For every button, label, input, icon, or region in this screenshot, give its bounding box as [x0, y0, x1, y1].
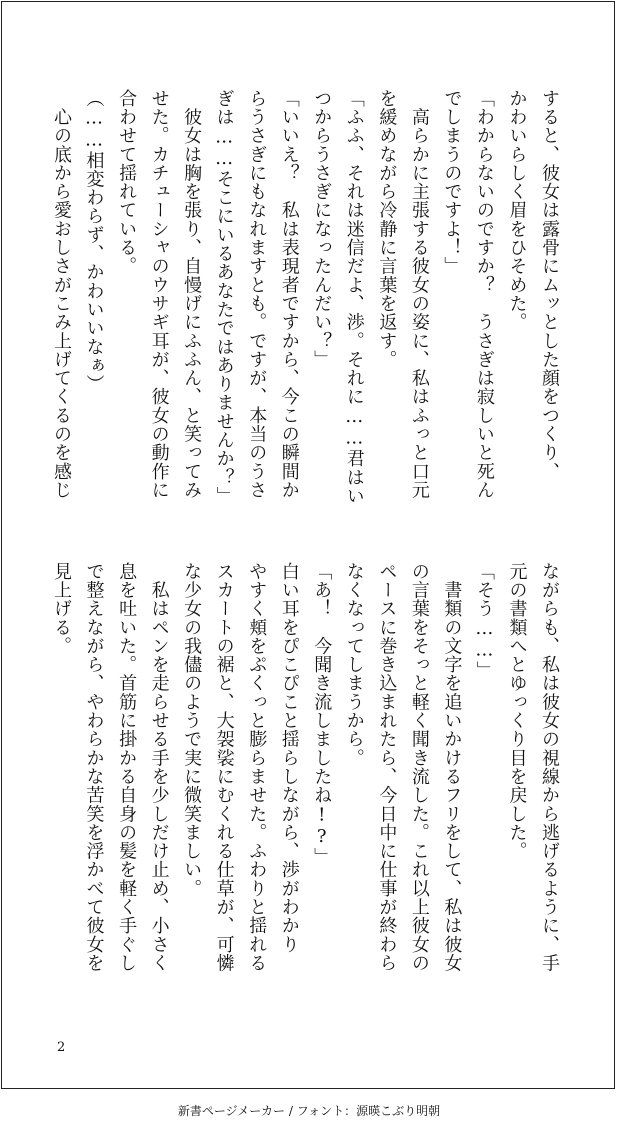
text-line: の言葉をそっと軽く聞き流した。これ以上彼女の: [408, 562, 430, 973]
text-line: 高らかに主張する彼女の姿に、私はふっと口元: [408, 89, 430, 500]
text-line: らうさぎにもなれますとも。ですが、本当のうさ: [246, 89, 268, 500]
manuscript-page: [1, 1, 615, 1089]
text-line: 見上げる。: [51, 562, 72, 656]
text-line: 息を吐いた。首筋に掛かる自身の髪を軽く手ぐし: [116, 562, 138, 973]
text-line: 「あ！ 今聞き流しましたね!?」: [311, 562, 333, 867]
text-line: 「ふふ、それは迷信だよ、渉。それに……君はい: [343, 89, 365, 506]
text-line: （……相変わらず、かわいいなぁ）: [83, 89, 105, 394]
text-line: ながらも、私は彼女の視線から逃げるように、手: [538, 562, 560, 973]
upper-text-block: [50, 89, 560, 531]
text-line: 元の書類へとゆっくり目を戻した。: [506, 562, 528, 861]
text-line: で整えながら、やわらかな苦笑を浮かべて彼女を: [83, 562, 105, 973]
text-line: スカートの裾と、大袈裟にむくれる仕草が、可憐: [213, 562, 235, 973]
text-line: でしまうのですよ！」: [441, 89, 463, 276]
text-line: 白い耳をぴこぴこと揺らしながら、渉がわかり: [278, 562, 300, 954]
text-line: ペースに巻き込まれたら、今日中に仕事が終わら: [376, 562, 398, 973]
text-line: 書類の文字を追いかけるフリをして、私は彼女: [441, 562, 463, 973]
text-line: 「そう……」: [473, 562, 495, 680]
text-line: 心の底から愛おしさがこみ上げてくるのを感じ: [51, 89, 72, 500]
text-line: すると、彼女は露骨にムッとした顔をつくり、: [538, 89, 560, 481]
text-line: かわいらしく眉をひそめた。: [506, 89, 528, 332]
text-line: 彼女は胸を張り、自慢げにふふん、と笑ってみ: [181, 89, 203, 500]
text-line: せた。カチューシャのウサギ耳が、彼女の動作に: [148, 89, 170, 500]
footer-credit: 新書ページメーカー / フォント：源暎こぶり明朝: [177, 1104, 441, 1118]
text-line: 「わからないのですか？ うさぎは寂しいと死ん: [473, 89, 495, 500]
text-line: 「いいえ？ 私は表現者ですから、今この瞬間か: [278, 89, 300, 500]
page-number: 2: [57, 1040, 66, 1055]
text-line: 私はペンを走らせる手を少しだけ止め、小さく: [148, 562, 170, 973]
text-line: な少女の我儘のようで実に微笑ましい。: [181, 562, 203, 898]
text-line: 合わせて揺れている。: [116, 89, 138, 276]
text-line: やすく頬をぷくっと膨らませた。ふわりと揺れる: [246, 562, 268, 973]
lower-text-block: [50, 562, 560, 1004]
text-line: つからうさぎになったんだい？」: [311, 89, 333, 369]
text-line: なくなってしまうから。: [343, 562, 365, 768]
text-line: を緩めながら冷静に言葉を返す。: [376, 89, 398, 369]
text-line: ぎは……そこにいるあなたではありませんか？」: [213, 89, 235, 506]
